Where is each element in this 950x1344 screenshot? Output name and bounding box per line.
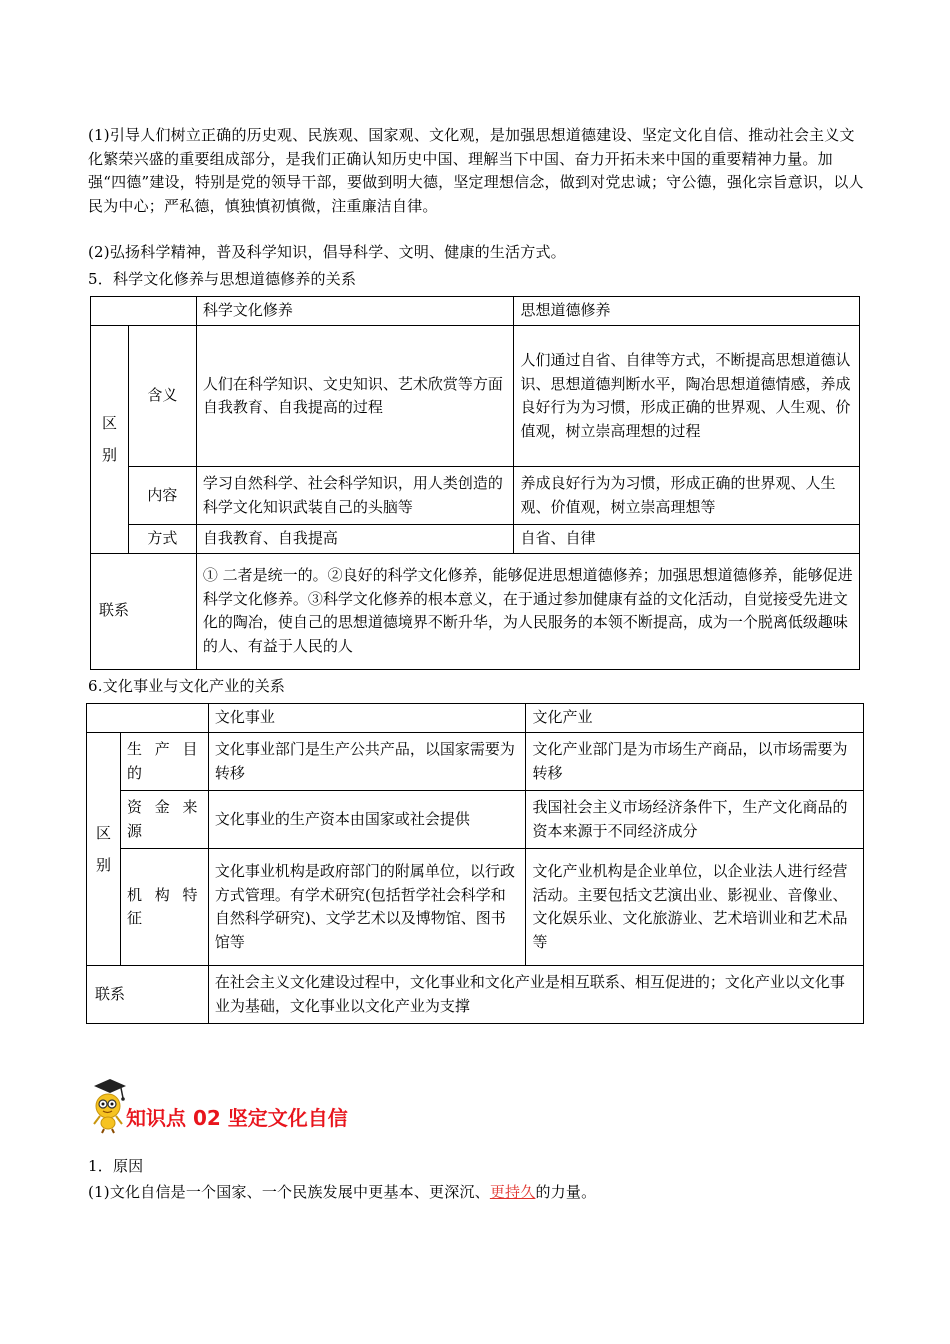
table-cell: 自省、自律 <box>514 525 860 554</box>
header-cell: 文化事业 <box>208 704 526 733</box>
table-cell: 自我教育、自我提高 <box>196 525 514 554</box>
highlight-text: 更持久 <box>489 1183 536 1201</box>
table1-title: 5．科学文化修养与思想道德修养的关系 <box>88 270 357 288</box>
paragraph-2: (2)弘扬科学精神，普及科学知识，倡导科学、文明、健康的生活方式。 <box>88 243 566 261</box>
row-label: 方式 <box>128 525 196 554</box>
table-undertaking-industry <box>86 703 864 1024</box>
table-cell: 在社会主义文化建设过程中，文化事业和文化产业是相互联系、相互促进的；文化产业以文化事业为基础，文化事业以文化产业为支撑 <box>208 966 863 1024</box>
table-row <box>87 733 864 791</box>
table-cell: 文化产业部门是为市场生产商品，以市场需要为转移 <box>526 733 864 791</box>
section-title: 知识点 02 坚定文化自信 <box>126 1106 348 1130</box>
group-label: 区别 <box>101 414 117 465</box>
table-cell: 学习自然科学、社会科学知识，用人类创造的科学文化知识武装自己的头脑等 <box>196 467 514 525</box>
row-label: 机 构 特征 <box>120 849 208 966</box>
reason-suffix: 的力量。 <box>535 1183 597 1201</box>
paragraph-1: (1)引导人们树立正确的历史观、民族观、国家观、文化观，是加强思想道德建设、坚定文化自信、推动社会主义文化繁荣兴盛的重要组成部分，是我们正确认知历史中国、理解当下中国、奋力开拓未来中国的重要精神力量。加强“四德”建设，特别是党的领导干部，要做到明大德，坚定理想信念，做到对党忠诚；守公德，强化宗旨意识，以人民为中心；严私德，慎独慎初慎微，注重廉洁自律。 <box>88 126 864 215</box>
table-row <box>87 704 864 733</box>
group-label: 区别 <box>95 824 111 874</box>
table-cell: ① 二者是统一的。②良好的科学文化修养，能够促进思想道德修养；加强思想道德修养，能够促进科学文化修养。③科学文化修养的根本意义，在于通过参加健康有益的文化活动，自觉接受先进文化的陶冶，使自己的思想道德境界不断升华，为人民服务的本领不断提高，成为一个脱离低级趣味的人、有益于人民的人 <box>196 553 859 669</box>
table-row <box>87 791 864 849</box>
header-cell: 科学文化修养 <box>196 297 514 326</box>
table-row <box>91 326 860 467</box>
row-label: 生 产 目的 <box>120 733 208 791</box>
row-label: 含义 <box>128 326 196 467</box>
table-row <box>91 297 860 326</box>
reason-prefix: (1)文化自信是一个国家、一个民族发展中更基本、更深沉、 <box>88 1183 490 1201</box>
paragraph-reason <box>88 1181 868 1205</box>
row-label: 联系 <box>87 966 209 1024</box>
group-label-cell <box>87 733 121 966</box>
table-cell: 文化产业机构是企业单位，以企业法人进行经营活动。主要包括文艺演出业、影视业、音像业、文化娱乐业、文化旅游业、艺术培训业和艺术品等 <box>526 849 864 966</box>
table-cell: 养成良好行为为习惯，形成正确的世界观、人生观、价值观，树立崇高理想等 <box>514 467 860 525</box>
corner-cell <box>87 704 209 733</box>
table-cell: 文化事业部门是生产公共产品，以国家需要为转移 <box>208 733 526 791</box>
table-cell: 文化事业机构是政府部门的附属单位，以行政方式管理。有学术研究(包括哲学社会科学和自然科学研究)、文学艺术以及博物馆、图书馆等 <box>208 849 526 966</box>
row-label: 联系 <box>91 553 197 669</box>
table-row <box>91 467 860 525</box>
table-cell: 文化事业的生产资本由国家或社会提供 <box>208 791 526 849</box>
table-row <box>87 849 864 966</box>
item-heading: 1．原因 <box>88 1157 144 1175</box>
header-cell: 思想道德修养 <box>514 297 860 326</box>
table-cell: 我国社会主义市场经济条件下，生产文化商品的资本来源于不同经济成分 <box>526 791 864 849</box>
corner-cell <box>91 297 197 326</box>
table-row <box>91 553 860 669</box>
row-label: 内容 <box>128 467 196 525</box>
table-science-moral <box>90 296 860 670</box>
table-row <box>91 525 860 554</box>
table-row <box>87 966 864 1024</box>
group-label-cell <box>91 326 129 554</box>
section-heading <box>88 1076 588 1134</box>
table2-title: 6.文化事业与文化产业的关系 <box>88 677 286 695</box>
header-cell: 文化产业 <box>526 704 864 733</box>
row-label: 资 金 来源 <box>120 791 208 849</box>
table-cell: 人们在科学知识、文史知识、艺术欣赏等方面自我教育、自我提高的过程 <box>196 326 514 467</box>
table-cell: 人们通过自省、自律等方式，不断提高思想道德认识、思想道德判断水平，陶冶思想道德情感，养成良好行为为习惯，形成正确的世界观、人生观、价值观，树立崇高理想的过程 <box>514 326 860 467</box>
